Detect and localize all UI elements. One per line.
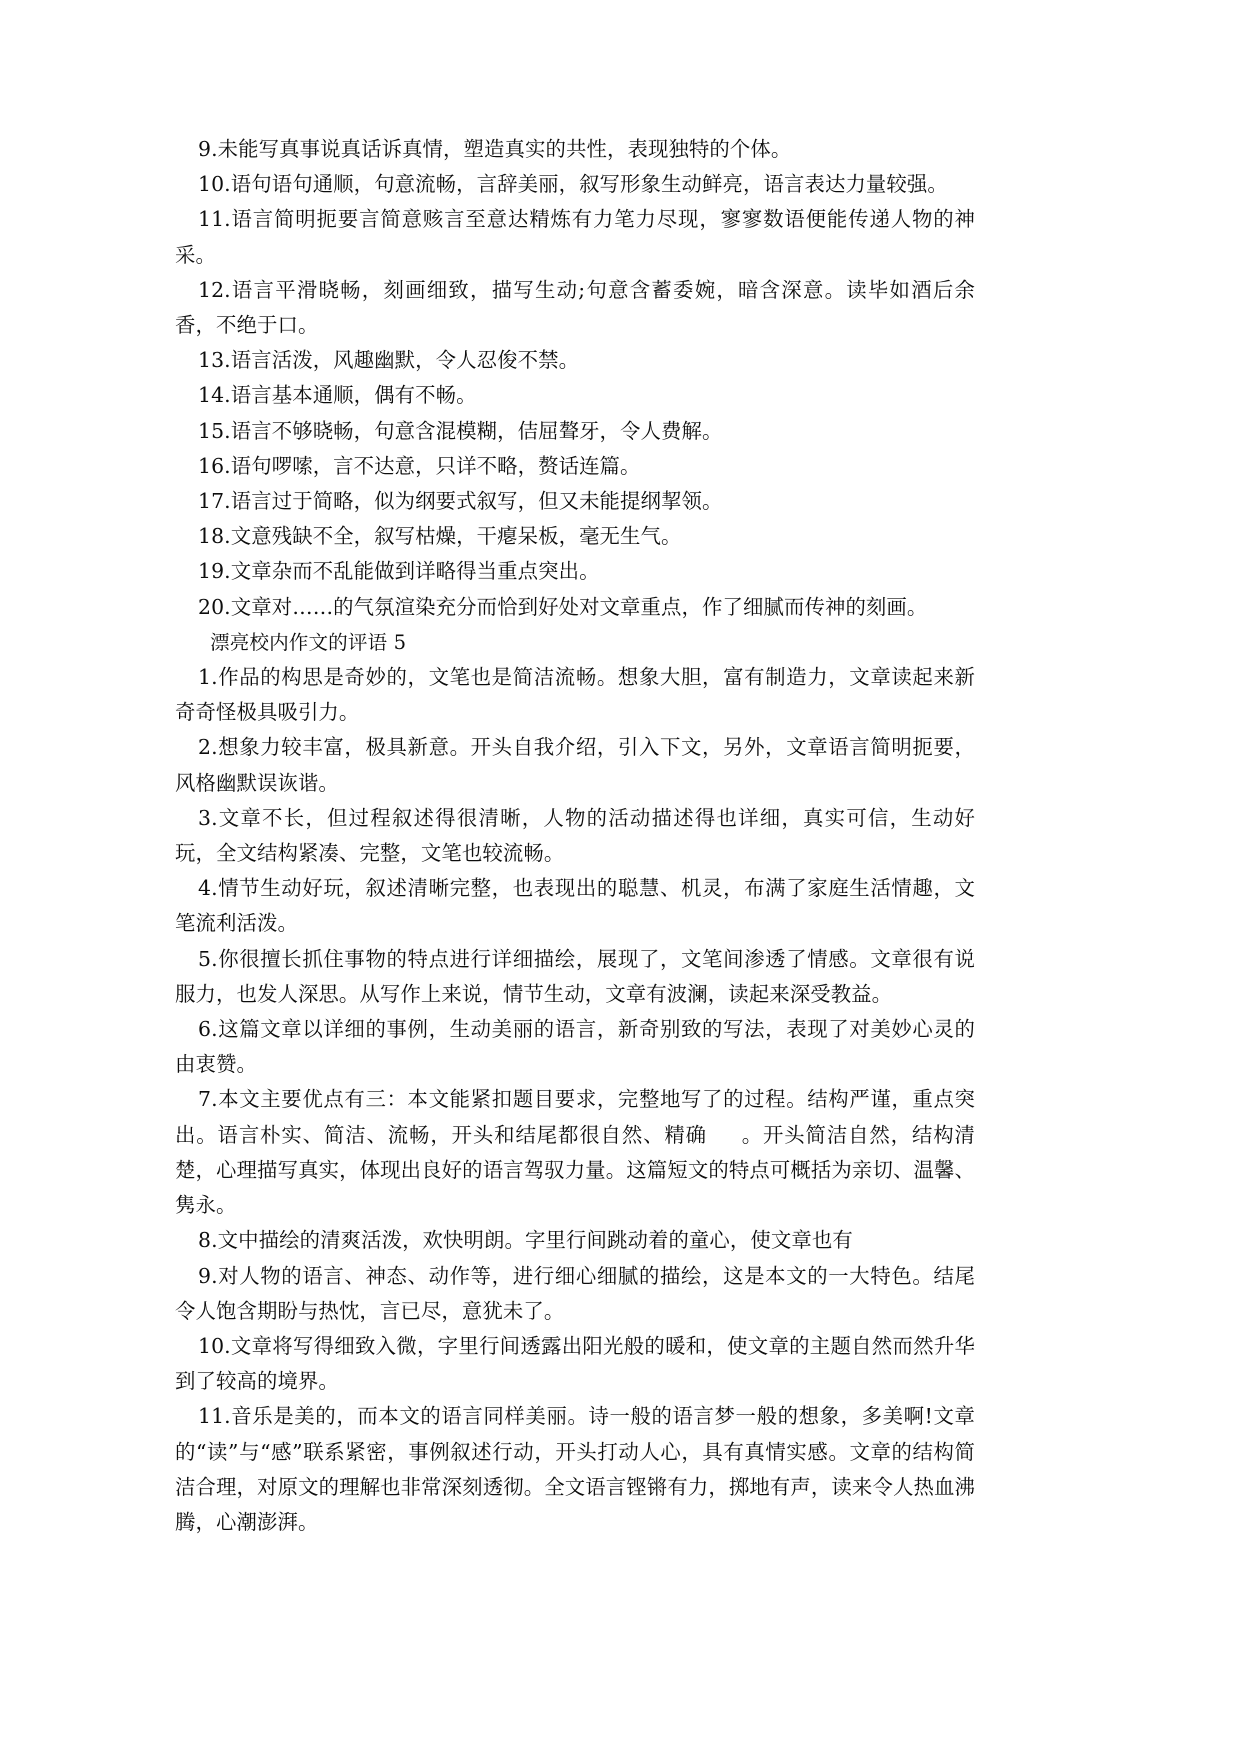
list-item: 15.语言不够晓畅，句意含混模糊，佶屈聱牙，令人费解。 [198, 418, 723, 443]
list-item: 11.音乐是美的，而本文的语言同样美丽。诗一般的语言梦一般的想象，多美啊!文章的“读”与“感”联系紧密，事例叙述行动，开头打动人心，具有真情实感。文章的结构简洁合理，对原文的理解也非常深刻透彻。全文语言铿锵有力，掷地有声，读来令人热血沸腾，心潮澎湃。 [175, 1404, 975, 1534]
list-item: 10.文章将写得细致入微，字里行间透露出阳光般的暖和，使文章的主题自然而然升华到了较高的境界。 [175, 1333, 975, 1394]
list-item: 4.情节生动好玩，叙述清晰完整，也表现出的聪慧、机灵，布满了家庭生活情趣，文笔流利活泼。 [175, 876, 975, 936]
document-text-column [175, 132, 975, 1540]
list-item-seven-part-a: 7.本文主要优点有三：本文能紧扣题目要求，完整地写了的过程。结构严谨，重点突出。语言朴实、简洁、流畅，开头和结尾都很自然、精确 [175, 1087, 975, 1147]
list-item: 14.语言基本通顺，偶有不畅。 [198, 383, 477, 408]
list-item: 18.文意残缺不全，叙写枯燥，干瘪呆板，毫无生气。 [198, 524, 682, 549]
list-item: 3.文章不长，但过程叙述得很清晰，人物的活动描述得也详细，真实可信，生动好玩，全文结构紧凑、完整，文笔也较流畅。 [175, 805, 975, 866]
list-item: 13.语言活泼，风趣幽默，令人忍俊不禁。 [198, 348, 580, 373]
list-item: 9.对人物的语言、神态、动作等，进行细心细腻的描绘，这是本文的一大特色。结尾令人饱含期盼与热忱，言已尽，意犹未了。 [175, 1263, 975, 1323]
section-heading: 漂亮校内作文的评语 5 [210, 630, 407, 654]
list-item: 17.语言过于简略，似为纲要式叙写，但又未能提纲挈领。 [198, 489, 723, 514]
list-item: 2.想象力较丰富，极具新意。开头自我介绍，引入下文，另外，文章语言简明扼要，风格幽默误诙谐。 [175, 735, 975, 795]
list-item: 5.你很擅长抓住事物的特点进行详细描绘，展现了，文笔间渗透了情感。文章很有说服力，也发人深思。从写作上来说，情节生动，文章有波澜，读起来深受教益。 [175, 946, 975, 1006]
list-item: 1.作品的构思是奇妙的，文笔也是简洁流畅。想象大胆，富有制造力，文章读起来新奇奇怪极具吸引力。 [175, 665, 975, 725]
list-item: 8.文中描绘的清爽活泼，欢快明朗。字里行间跳动着的童心，使文章也有 [198, 1228, 853, 1253]
list-item: 12.语言平滑晓畅，刻画细致，描写生动;句意含蓄委婉，暗含深意。读毕如酒后余香，不绝于口。 [175, 277, 975, 338]
list-item-seven-part-b: 。开头简洁自然，结构清楚，心理描写真实，体现出良好的语言驾驭力量。这篇短文的特点可概括为亲切、温馨、隽永。 [175, 1122, 975, 1218]
list-item: 9.未能写真事说真话诉真情，塑造真实的共性，表现独特的个体。 [198, 137, 792, 161]
list-item: 20.文章对……的气氛渲染充分而恰到好处对文章重点，作了细腻而传神的刻画。 [198, 594, 928, 619]
list-item-seven [175, 1082, 975, 1223]
list-item: 10.语句语句通顺，句意流畅，言辞美丽，叙写形象生动鲜亮，语言表达力量较强。 [198, 172, 948, 197]
list-item: 11.语言简明扼要言简意赅言至意达精炼有力笔力尽现，寥寥数语便能传递人物的神采。 [175, 207, 975, 267]
list-item: 6.这篇文章以详细的事例，生动美丽的语言，新奇别致的写法，表现了对美妙心灵的由衷赞。 [175, 1017, 975, 1077]
list-item: 16.语句啰嗦，言不达意，只详不略，赘话连篇。 [198, 453, 641, 478]
list-item: 19.文章杂而不乱能做到详略得当重点突出。 [198, 559, 600, 584]
